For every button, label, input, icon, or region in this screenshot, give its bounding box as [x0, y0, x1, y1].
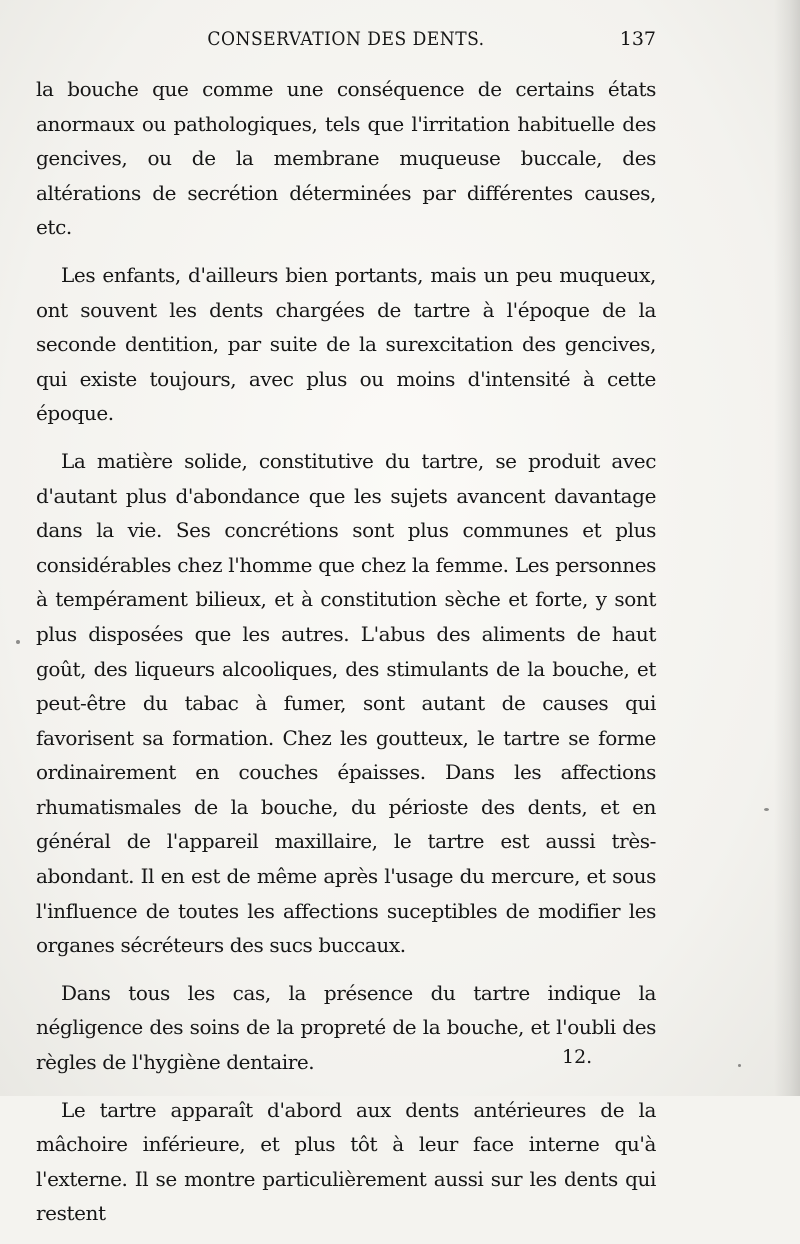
ink-speck: [738, 1064, 741, 1067]
running-header: [36, 28, 656, 60]
page-edge-shadow: [774, 0, 800, 1096]
paragraph-causes: La matière solide, constitutive du tartre, se produit avec d'autant plus d'abondance que les sujets avancent davantage dans la vie. Ses concrétions sont plus communes et plus considérables chez l'homme que chez la femme. Les personnes à tempérament bilieux, et à constitution sèche et forte, y sont plus disposées que les autres. L'abus des aliments de haut goût, des liqueurs alcooliques, des stimulants de la bouche, et peut-être du tabac à fumer, sont autant de causes qui favorisent sa formation. Chez les goutteux, le tartre se forme ordinairement en couches épaisses. Dans les affections rhumatismales de la bouche, du périoste des dents, et en général de l'appareil maxillaire, le tartre est aussi très-abondant. Il en est de même après l'usage du mercure, et sous l'influence de toutes les affections suceptibles de modifier les organes sécréteurs des sucs buccaux.: [36, 448, 656, 958]
running-title: CONSERVATION DES DENTS.: [207, 28, 485, 50]
signature-mark: 12.: [562, 1046, 593, 1068]
paragraph-appearance: Le tartre apparaît d'abord aux dents antérieures de la mâchoire inférieure, et plus tôt à leur face interne qu'à l'externe. Il se montre particulièrement aussi sur les dents qui restent: [36, 1097, 656, 1226]
ink-speck: [764, 808, 769, 811]
paragraph-negligence: Dans tous les cas, la présence du tartre indique la négligence des soins de la propreté de la bouche, et l'oubli des règles de l'hygiène dentaire.: [36, 980, 656, 1075]
paragraph-continuation: la bouche que comme une conséquence de certains états anormaux ou pathologiques, tels que l'irritation habituelle des gencives, ou de la membrane muqueuse buccale, des altérations de secrétion déterminées par différentes causes, etc.: [36, 77, 656, 240]
page-number: 137: [619, 28, 656, 50]
paragraph-children: Les enfants, d'ailleurs bien portants, mais un peu muqueux, ont souvent les dents chargées de tartre à l'époque de la seconde dentition, par suite de la surexcitation des gencives, qui existe toujours, avec plus ou moins d'intensité à cette époque.: [36, 262, 656, 426]
ink-speck: [16, 640, 20, 644]
body-text: [36, 72, 656, 1244]
